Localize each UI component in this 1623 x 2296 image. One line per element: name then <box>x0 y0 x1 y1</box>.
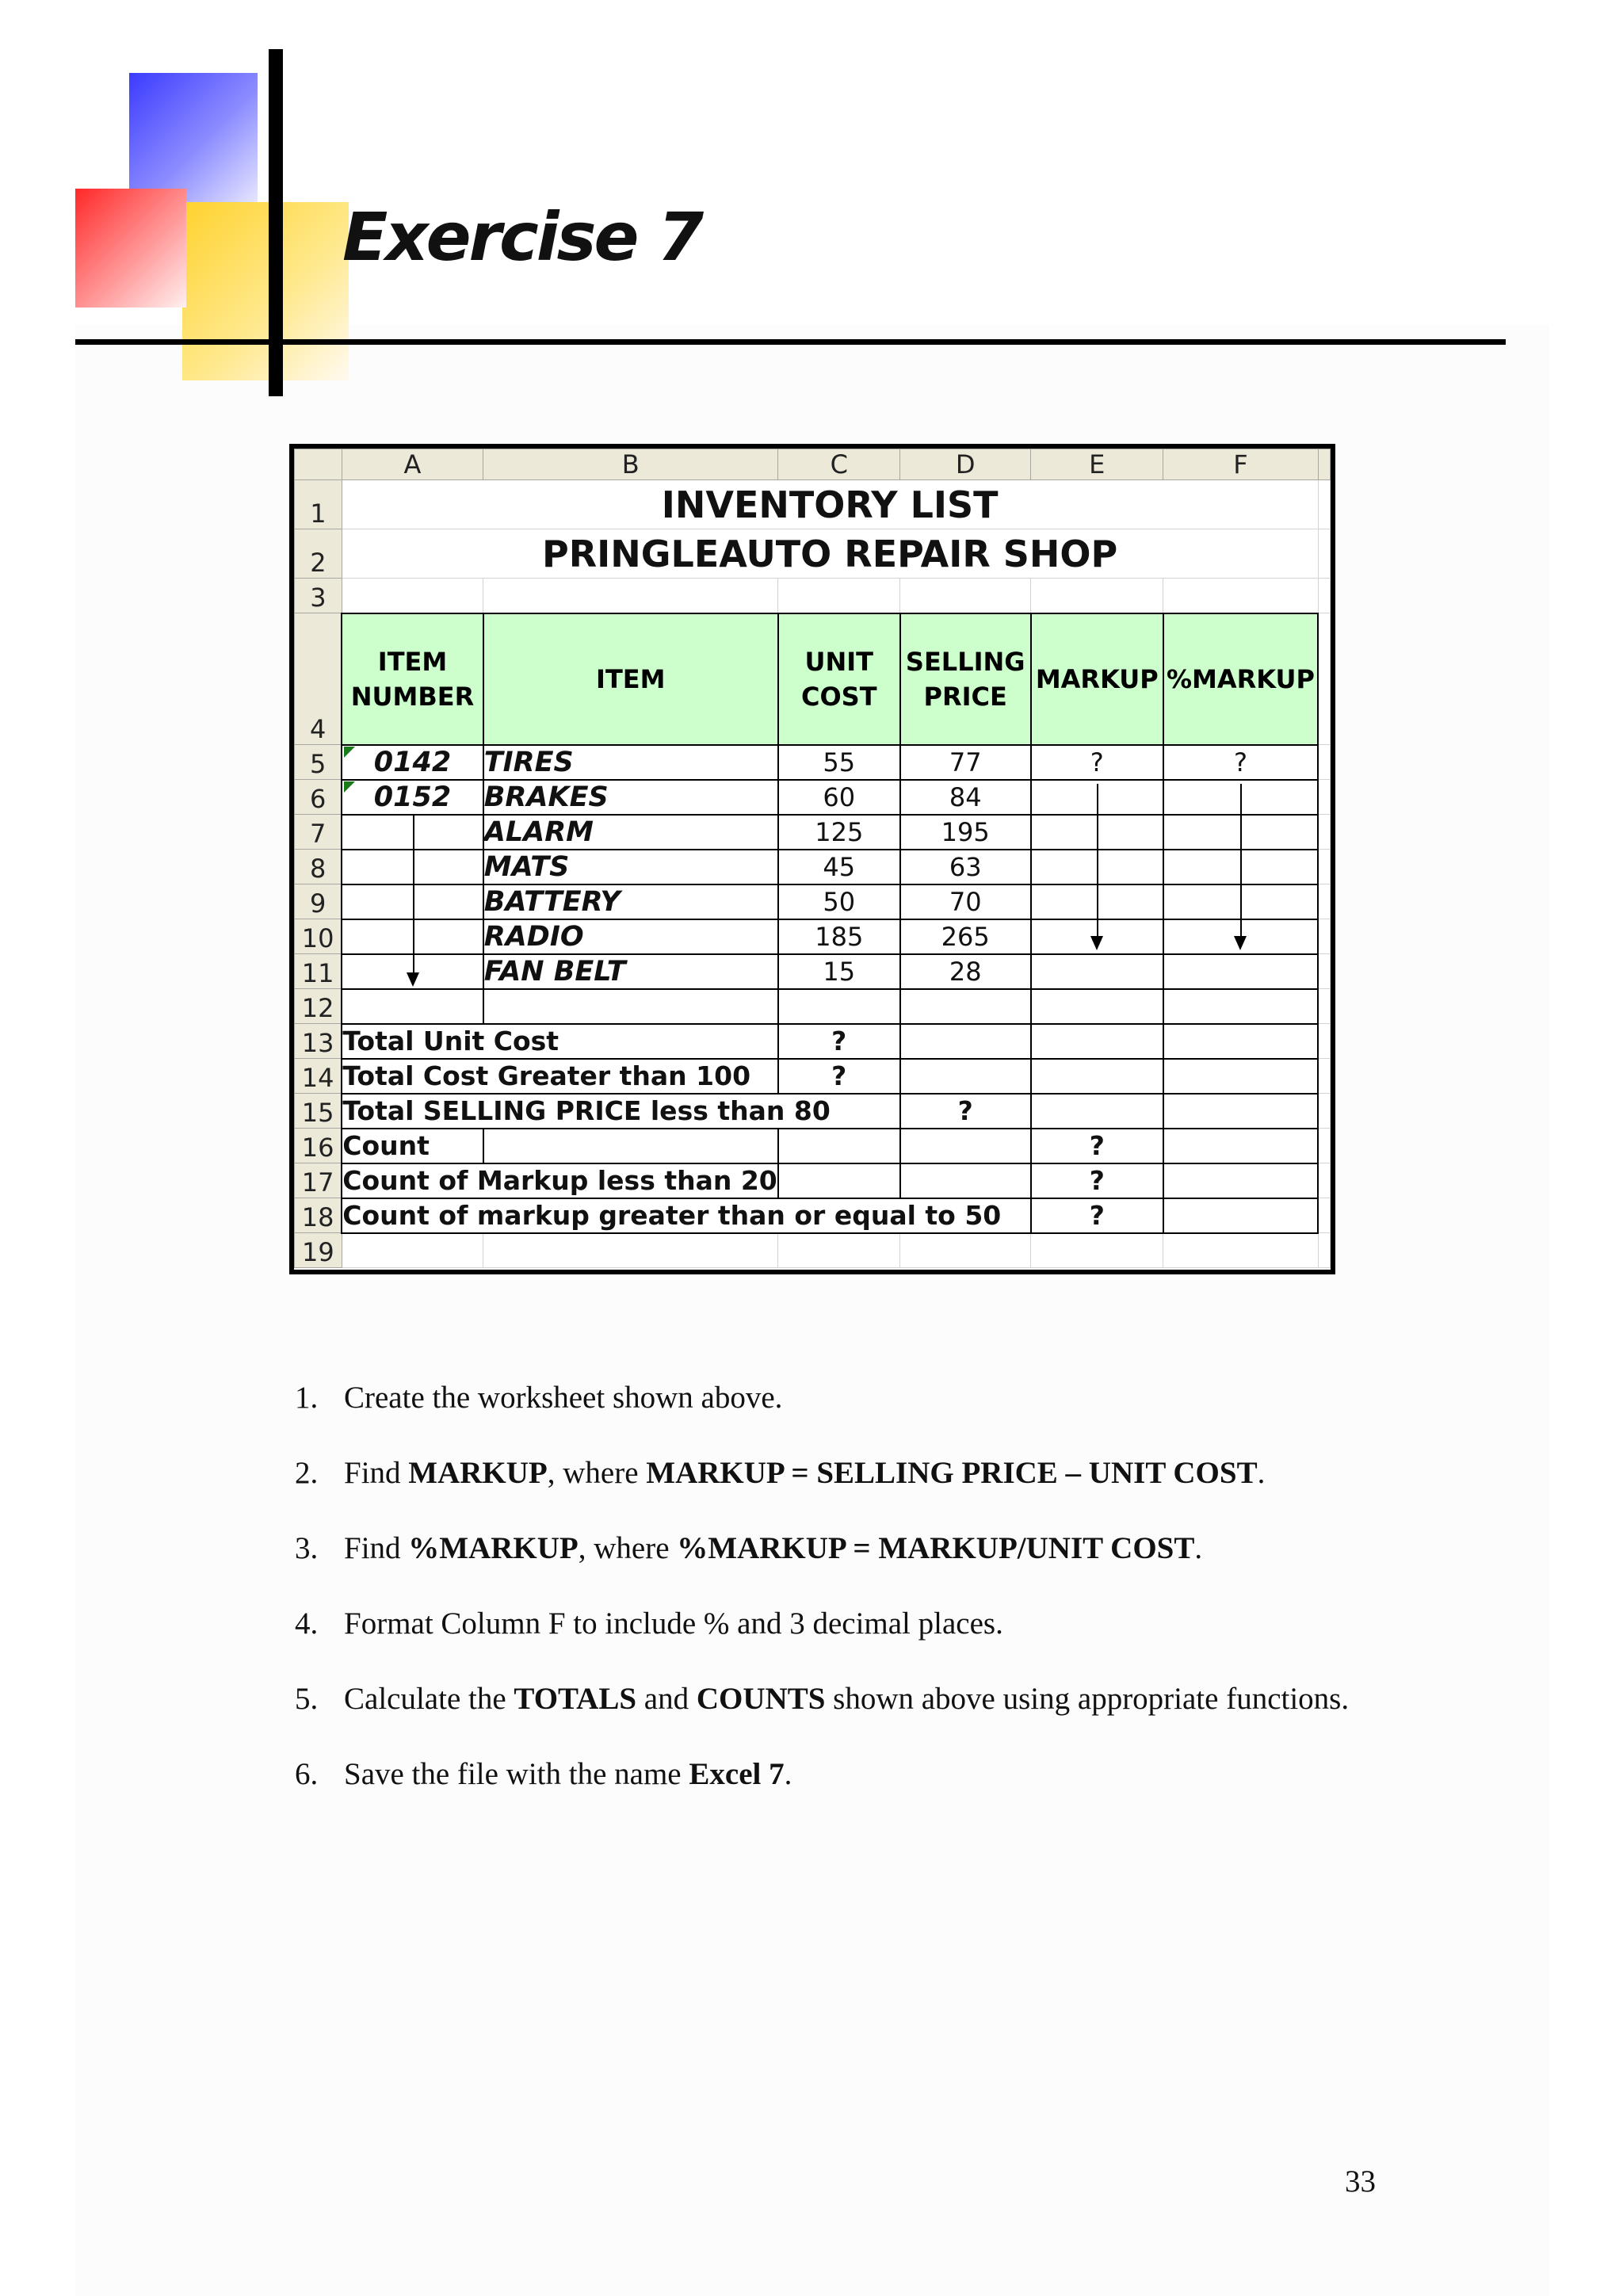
unit-cost-cell: 55 <box>778 745 900 780</box>
error-indicator-icon <box>344 781 355 793</box>
instruction-text: . <box>1194 1531 1203 1565</box>
pct-markup-cell <box>1163 919 1318 954</box>
markup-cell <box>1031 780 1163 815</box>
header-row <box>295 613 1331 745</box>
summary-label: Total SELLING PRICE less than 80 <box>342 1094 899 1129</box>
markup-cell <box>1031 954 1163 989</box>
instruction-number: 3. <box>295 1531 319 1565</box>
summary-value: ? <box>1031 1163 1163 1198</box>
summary-value: ? <box>900 1094 1031 1129</box>
selling-price-cell: 84 <box>900 780 1031 815</box>
row-header: 14 <box>295 1059 342 1094</box>
table-row <box>295 850 1331 884</box>
instruction-number: 1. <box>295 1381 319 1415</box>
header-item-number: ITEM NUMBER <box>342 613 483 745</box>
decor-yellow-square <box>182 202 349 380</box>
item-number-cell <box>342 919 483 954</box>
instruction-text: . <box>1257 1456 1266 1490</box>
instruction-item <box>295 1605 1404 1643</box>
pct-markup-cell <box>1163 954 1318 989</box>
instruction-emphasis: %MARKUP = MARKUP/UNIT COST <box>677 1531 1195 1565</box>
row-header: 6 <box>295 780 342 815</box>
instruction-text: Format Column F to include % and 3 decimal places. <box>344 1606 1003 1641</box>
row-header: 17 <box>295 1163 342 1198</box>
summary-label: Total Unit Cost <box>342 1024 778 1059</box>
summary-value: ? <box>778 1059 900 1094</box>
instruction-text: Find <box>344 1456 409 1490</box>
table-row <box>295 529 1331 579</box>
row-header: 5 <box>295 745 342 780</box>
instruction-item <box>295 1680 1404 1718</box>
markup-cell <box>1031 815 1163 850</box>
decor-red-square <box>75 189 186 308</box>
summary-row <box>295 1129 1331 1163</box>
selling-price-cell: 265 <box>900 919 1031 954</box>
item-cell: BATTERY <box>483 884 778 919</box>
item-cell: ALARM <box>483 815 778 850</box>
page-title: Exercise 7 <box>342 198 702 276</box>
item-cell: TIRES <box>483 745 778 780</box>
sheet-subtitle: PRINGLEAUTO REPAIR SHOP <box>342 529 1318 579</box>
instruction-emphasis: MARKUP = SELLING PRICE – UNIT COST <box>646 1456 1258 1490</box>
unit-cost-cell: 125 <box>778 815 900 850</box>
selling-price-cell: 28 <box>900 954 1031 989</box>
summary-row <box>295 1163 1331 1198</box>
row-header: 9 <box>295 884 342 919</box>
pct-markup-cell: ? <box>1163 745 1318 780</box>
corner-cell <box>295 449 342 480</box>
instruction-emphasis: %MARKUP <box>408 1531 579 1565</box>
table-row <box>295 989 1331 1024</box>
row-header: 18 <box>295 1198 342 1233</box>
spreadsheet-grid <box>294 449 1331 1268</box>
table-row <box>295 1233 1331 1268</box>
pct-markup-cell <box>1163 780 1318 815</box>
row-header: 13 <box>295 1024 342 1059</box>
table-row <box>295 745 1331 780</box>
instruction-number: 2. <box>295 1456 319 1490</box>
summary-row <box>295 1024 1331 1059</box>
instruction-number: 5. <box>295 1682 319 1716</box>
table-row <box>295 919 1331 954</box>
summary-value: ? <box>778 1024 900 1059</box>
summary-row <box>295 1094 1331 1129</box>
pct-markup-cell <box>1163 815 1318 850</box>
unit-cost-cell: 45 <box>778 850 900 884</box>
selling-price-cell: 70 <box>900 884 1031 919</box>
row-header: 7 <box>295 815 342 850</box>
table-row <box>295 884 1331 919</box>
instruction-item <box>295 1379 1404 1417</box>
instruction-list <box>295 1379 1404 1831</box>
row-header: 2 <box>295 529 342 579</box>
row-header: 1 <box>295 480 342 529</box>
item-cell: MATS <box>483 850 778 884</box>
column-header: A <box>342 449 483 480</box>
item-cell: BRAKES <box>483 780 778 815</box>
instruction-number: 6. <box>295 1757 319 1791</box>
markup-cell <box>1031 919 1163 954</box>
row-header: 10 <box>295 919 342 954</box>
instruction-text: Find <box>344 1531 409 1565</box>
table-row <box>295 780 1331 815</box>
markup-cell <box>1031 884 1163 919</box>
instruction-emphasis: MARKUP <box>408 1456 548 1490</box>
row-header: 8 <box>295 850 342 884</box>
fill-down-arrow-line <box>1097 784 1098 816</box>
selling-price-cell: 195 <box>900 815 1031 850</box>
row-header: 12 <box>295 989 342 1024</box>
fill-down-arrow-line <box>1240 784 1242 816</box>
summary-value: ? <box>1031 1129 1163 1163</box>
instruction-emphasis: Excel 7 <box>689 1757 785 1791</box>
markup-cell: ? <box>1031 745 1163 780</box>
page-number: 33 <box>1345 2164 1376 2199</box>
row-header: 15 <box>295 1094 342 1129</box>
spreadsheet-image <box>289 444 1335 1274</box>
instruction-text: Calculate the <box>344 1682 514 1716</box>
column-header-row <box>295 449 1331 480</box>
column-header: E <box>1031 449 1163 480</box>
arrow-down-icon <box>1090 936 1103 950</box>
instruction-number: 4. <box>295 1606 319 1641</box>
error-indicator-icon <box>344 747 355 758</box>
instruction-text: , where <box>578 1531 678 1565</box>
instruction-text: Create the worksheet shown above. <box>344 1381 783 1415</box>
item-number-cell <box>342 954 483 989</box>
sheet-title: INVENTORY LIST <box>342 480 1318 529</box>
selling-price-cell: 77 <box>900 745 1031 780</box>
unit-cost-cell: 50 <box>778 884 900 919</box>
unit-cost-cell: 60 <box>778 780 900 815</box>
column-header: C <box>778 449 900 480</box>
fill-down-arrow-line <box>413 816 414 850</box>
summary-label: Count of Markup less than 20 <box>342 1163 778 1198</box>
item-number-cell <box>342 815 483 850</box>
pct-markup-cell <box>1163 884 1318 919</box>
summary-label: Count of markup greater than or equal to 50 <box>342 1198 1030 1233</box>
instruction-text: Save the file with the name <box>344 1757 689 1791</box>
instruction-emphasis: TOTALS <box>514 1682 637 1716</box>
item-cell: FAN BELT <box>483 954 778 989</box>
header-pct-markup: %MARKUP <box>1163 613 1318 745</box>
summary-label: Total Cost Greater than 100 <box>342 1059 778 1094</box>
summary-label: Count <box>342 1129 483 1163</box>
instruction-text: . <box>784 1757 792 1791</box>
unit-cost-cell: 185 <box>778 919 900 954</box>
instruction-item <box>295 1530 1404 1568</box>
summary-row <box>295 1059 1331 1094</box>
selling-price-cell: 63 <box>900 850 1031 884</box>
summary-row <box>295 1198 1331 1233</box>
column-header: B <box>483 449 778 480</box>
summary-value: ? <box>1031 1198 1163 1233</box>
instruction-item <box>295 1454 1404 1492</box>
item-number-cell <box>342 884 483 919</box>
row-header: 4 <box>295 613 342 745</box>
instruction-text: shown above using appropriate functions. <box>825 1682 1350 1716</box>
arrow-down-icon <box>1234 936 1247 950</box>
unit-cost-cell: 15 <box>778 954 900 989</box>
header-selling-price: SELLING PRICE <box>900 613 1031 745</box>
title-rule <box>75 339 1506 345</box>
column-header-filler <box>1318 449 1331 480</box>
header-markup: MARKUP <box>1031 613 1163 745</box>
table-row <box>295 579 1331 613</box>
table-row <box>295 815 1331 850</box>
item-cell: RADIO <box>483 919 778 954</box>
column-header: F <box>1163 449 1318 480</box>
header-item: ITEM <box>483 613 778 745</box>
arrow-down-icon <box>407 972 419 987</box>
item-number-cell: 0142 <box>342 745 483 780</box>
item-number-cell <box>342 850 483 884</box>
row-header: 19 <box>295 1233 342 1268</box>
table-row <box>295 480 1331 529</box>
instruction-emphasis: COUNTS <box>696 1682 826 1716</box>
row-header: 3 <box>295 579 342 613</box>
row-header: 11 <box>295 954 342 989</box>
column-header: D <box>900 449 1031 480</box>
table-row <box>295 954 1331 989</box>
instruction-item <box>295 1755 1404 1794</box>
instruction-text: and <box>636 1682 697 1716</box>
row-header: 16 <box>295 1129 342 1163</box>
pct-markup-cell <box>1163 850 1318 884</box>
decor-blue-square <box>129 73 258 206</box>
instruction-text: , where <box>547 1456 647 1490</box>
header-unit-cost: UNIT COST <box>778 613 900 745</box>
item-number-cell: 0152 <box>342 780 483 815</box>
markup-cell <box>1031 850 1163 884</box>
